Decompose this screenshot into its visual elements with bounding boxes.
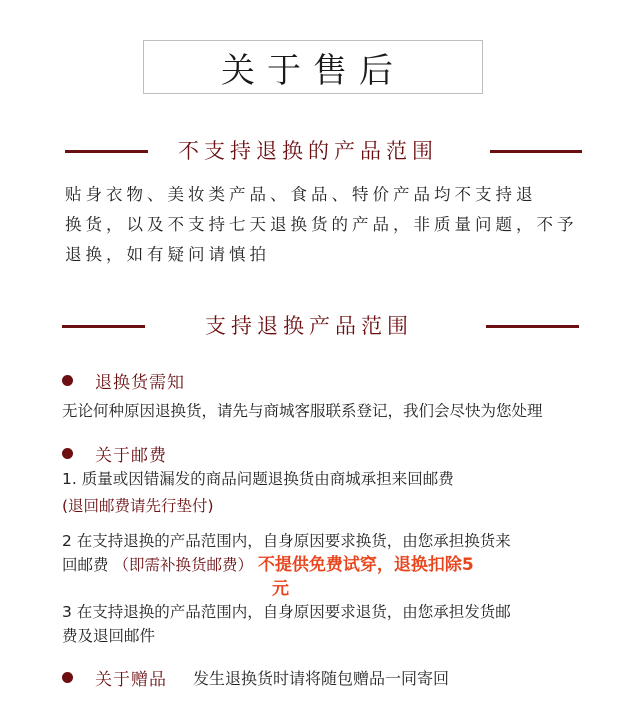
postage-item-3-cont: 费及退回邮件	[62, 627, 156, 645]
postage-item-1-note: (退回邮费请先行垫付)	[62, 497, 214, 515]
page-title: 关于售后	[221, 50, 405, 91]
unsupported-description	[65, 180, 605, 270]
postage-item-2-cont	[62, 553, 602, 577]
postage-item-2-note: （即需补换货邮费）	[113, 556, 253, 574]
no-free-trial-warning-cont: 元	[272, 579, 289, 599]
bullet-postage	[62, 440, 167, 466]
unsupported-line-3: 退换，如有疑问请慎拍	[65, 245, 270, 264]
unsupported-line-1: 贴身衣物、美妆类产品、食品、特价产品均不支持退	[65, 185, 537, 204]
postage-item-2-text: 回邮费	[62, 556, 114, 574]
notice-label: 退换货需知	[95, 372, 185, 393]
heading-rule-right	[490, 150, 582, 153]
heading-rule-right	[486, 325, 579, 328]
bullet-dot-icon	[62, 672, 73, 683]
bullet-dot-icon	[62, 448, 73, 459]
postage-item-2: 2 在支持退换的产品范围内，自身原因要求换货，由您承担换货来	[62, 532, 511, 550]
bullet-notice	[62, 367, 185, 393]
section-heading-unsupported	[0, 136, 640, 166]
postage-item-3: 3 在支持退换的产品范围内，自身原因要求退货，由您承担发货邮	[62, 603, 511, 621]
heading-rule-left	[62, 325, 145, 328]
section-heading-supported	[0, 311, 640, 341]
unsupported-line-2: 换货，以及不支持七天退换货的产品，非质量问题，不予	[65, 215, 578, 234]
gift-label: 关于赠品	[95, 669, 167, 690]
section-heading-text: 支持退换产品范围	[205, 314, 413, 338]
notice-text: 无论何种原因退换货，请先与商城客服联系登记，我们会尽快为您处理	[62, 402, 543, 420]
postage-label: 关于邮费	[95, 445, 167, 466]
title-box	[143, 40, 483, 94]
heading-rule-left	[65, 150, 148, 153]
gift-text: 发生退换货时请将随包赠品一同寄回	[193, 668, 450, 688]
section-heading-text: 不支持退换的产品范围	[178, 139, 438, 163]
bullet-gift	[62, 664, 449, 690]
postage-item-1: 1. 质量或因错漏发的商品问题退换货由商城承担来回邮费	[62, 470, 454, 488]
bullet-dot-icon	[62, 375, 73, 386]
no-free-trial-warning: 不提供免费试穿，退换扣除5	[257, 555, 474, 575]
